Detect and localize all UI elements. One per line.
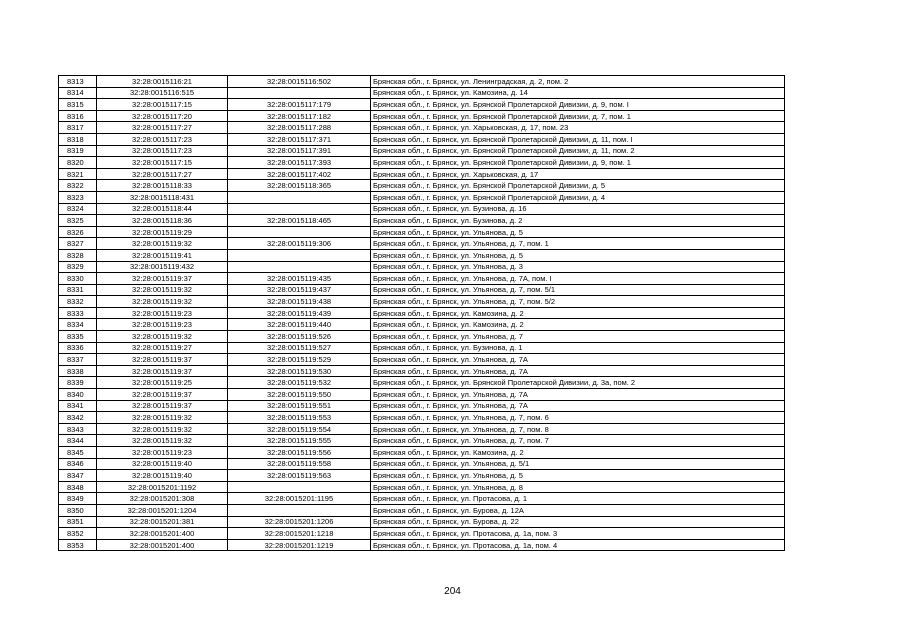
table-row: [59, 504, 785, 516]
row-number-cell: 8347: [59, 470, 97, 482]
row-number-cell: 8321: [59, 168, 97, 180]
address-cell: Брянская обл., г. Брянск, ул. Брянской Пролетарской Дивизии, д. 5: [371, 180, 785, 192]
registry-table-body: [59, 76, 785, 551]
table-row: [59, 99, 785, 111]
row-number-cell: 8348: [59, 481, 97, 493]
object-number-cell: [228, 249, 371, 261]
table-row: [59, 226, 785, 238]
cadastral-number-cell: 32:28:0015119:27: [97, 342, 228, 354]
address-cell: Брянская обл., г. Брянск, ул. Ульянова, д. 3: [371, 261, 785, 273]
object-number-cell: 32:28:0015119:558: [228, 458, 371, 470]
registry-table: [58, 75, 785, 551]
table-row: [59, 87, 785, 99]
address-cell: Брянская обл., г. Брянск, ул. Ленинградская, д. 2, пом. 2: [371, 76, 785, 88]
table-row: [59, 157, 785, 169]
row-number-cell: 8331: [59, 284, 97, 296]
row-number-cell: 8319: [59, 145, 97, 157]
object-number-cell: [228, 191, 371, 203]
row-number-cell: 8328: [59, 249, 97, 261]
address-cell: Брянская обл., г. Брянск, ул. Брянской Пролетарской Дивизии, д. 3а, пом. 2: [371, 377, 785, 389]
object-number-cell: 32:28:0015119:550: [228, 389, 371, 401]
cadastral-number-cell: 32:28:0015119:32: [97, 435, 228, 447]
object-number-cell: 32:28:0015117:402: [228, 168, 371, 180]
object-number-cell: 32:28:0015201:1219: [228, 539, 371, 551]
row-number-cell: 8332: [59, 296, 97, 308]
address-cell: Брянская обл., г. Брянск, ул. Ульянова, д. 7А: [371, 400, 785, 412]
address-cell: Брянская обл., г. Брянск, ул. Протасова, д. 1: [371, 493, 785, 505]
address-cell: Брянская обл., г. Брянск, ул. Бузинова, д. 1: [371, 342, 785, 354]
table-row: [59, 215, 785, 227]
address-cell: Брянская обл., г. Брянск, ул. Ульянова, д. 5: [371, 470, 785, 482]
object-number-cell: [228, 87, 371, 99]
address-cell: Брянская обл., г. Брянск, ул. Камозина, д. 2: [371, 319, 785, 331]
object-number-cell: [228, 203, 371, 215]
cadastral-number-cell: 32:28:0015119:25: [97, 377, 228, 389]
row-number-cell: 8349: [59, 493, 97, 505]
address-cell: Брянская обл., г. Брянск, ул. Ульянова, д. 7, пом. 7: [371, 435, 785, 447]
object-number-cell: [228, 481, 371, 493]
cadastral-number-cell: 32:28:0015119:29: [97, 226, 228, 238]
cadastral-number-cell: 32:28:0015119:37: [97, 273, 228, 285]
object-number-cell: 32:28:0015118:465: [228, 215, 371, 227]
table-row: [59, 481, 785, 493]
table-row: [59, 122, 785, 134]
cadastral-number-cell: 32:28:0015119:40: [97, 470, 228, 482]
row-number-cell: 8326: [59, 226, 97, 238]
cadastral-number-cell: 32:28:0015117:15: [97, 157, 228, 169]
cadastral-number-cell: 32:28:0015117:27: [97, 168, 228, 180]
object-number-cell: 32:28:0015119:440: [228, 319, 371, 331]
address-cell: Брянская обл., г. Брянск, ул. Ульянова, д. 5/1: [371, 458, 785, 470]
row-number-cell: 8329: [59, 261, 97, 273]
table-row: [59, 423, 785, 435]
cadastral-number-cell: 32:28:0015117:23: [97, 133, 228, 145]
table-row: [59, 319, 785, 331]
table-row: [59, 180, 785, 192]
address-cell: Брянская обл., г. Брянск, ул. Брянской Пролетарской Дивизии, д. 9, пом. 1: [371, 157, 785, 169]
cadastral-number-cell: 32:28:0015117:20: [97, 110, 228, 122]
object-number-cell: 32:28:0015119:556: [228, 447, 371, 459]
address-cell: Брянская обл., г. Брянск, ул. Ульянова, д. 5: [371, 226, 785, 238]
row-number-cell: 8336: [59, 342, 97, 354]
address-cell: Брянская обл., г. Брянск, ул. Бузинова, д. 2: [371, 215, 785, 227]
table-row: [59, 412, 785, 424]
row-number-cell: 8316: [59, 110, 97, 122]
cadastral-number-cell: 32:28:0015119:37: [97, 389, 228, 401]
table-row: [59, 76, 785, 88]
address-cell: Брянская обл., г. Брянск, ул. Камозина, д. 2: [371, 447, 785, 459]
page-number: 204: [444, 586, 461, 597]
row-number-cell: 8330: [59, 273, 97, 285]
table-row: [59, 447, 785, 459]
cadastral-number-cell: 32:28:0015119:32: [97, 238, 228, 250]
cadastral-number-cell: 32:28:0015119:37: [97, 400, 228, 412]
address-cell: Брянская обл., г. Брянск, ул. Ульянова, д. 7, пом. 5/1: [371, 284, 785, 296]
object-number-cell: 32:28:0015119:435: [228, 273, 371, 285]
table-row: [59, 331, 785, 343]
row-number-cell: 8327: [59, 238, 97, 250]
table-row: [59, 307, 785, 319]
address-cell: Брянская обл., г. Брянск, ул. Брянской Пролетарской Дивизии, д. 9, пом. I: [371, 99, 785, 111]
cadastral-number-cell: 32:28:0015119:23: [97, 447, 228, 459]
table-row: [59, 273, 785, 285]
cadastral-number-cell: 32:28:0015119:32: [97, 423, 228, 435]
object-number-cell: 32:28:0015116:502: [228, 76, 371, 88]
row-number-cell: 8325: [59, 215, 97, 227]
cadastral-number-cell: 32:28:0015119:432: [97, 261, 228, 273]
cadastral-number-cell: 32:28:0015119:23: [97, 307, 228, 319]
table-row: [59, 168, 785, 180]
table-row: [59, 400, 785, 412]
row-number-cell: 8342: [59, 412, 97, 424]
cadastral-number-cell: 32:28:0015118:36: [97, 215, 228, 227]
row-number-cell: 8339: [59, 377, 97, 389]
row-number-cell: 8317: [59, 122, 97, 134]
object-number-cell: [228, 504, 371, 516]
table-row: [59, 342, 785, 354]
address-cell: Брянская обл., г. Брянск, ул. Ульянова, д. 7А: [371, 365, 785, 377]
table-row: [59, 458, 785, 470]
row-number-cell: 8324: [59, 203, 97, 215]
cadastral-number-cell: 32:28:0015201:308: [97, 493, 228, 505]
row-number-cell: 8333: [59, 307, 97, 319]
object-number-cell: 32:28:0015117:288: [228, 122, 371, 134]
address-cell: Брянская обл., г. Брянск, ул. Бурова, д. 12А: [371, 504, 785, 516]
cadastral-number-cell: 32:28:0015201:381: [97, 516, 228, 528]
address-cell: Брянская обл., г. Брянск, ул. Ульянова, д. 7А, пом. I: [371, 273, 785, 285]
row-number-cell: 8313: [59, 76, 97, 88]
table-row: [59, 191, 785, 203]
row-number-cell: 8318: [59, 133, 97, 145]
address-cell: Брянская обл., г. Брянск, ул. Харьковская, д. 17: [371, 168, 785, 180]
table-row: [59, 470, 785, 482]
address-cell: Брянская обл., г. Брянск, ул. Ульянова, д. 7, пом. 1: [371, 238, 785, 250]
address-cell: Брянская обл., г. Брянск, ул. Брянской Пролетарской Дивизии, д. 11, пом. 2: [371, 145, 785, 157]
object-number-cell: 32:28:0015119:439: [228, 307, 371, 319]
address-cell: Брянская обл., г. Брянск, ул. Протасова, д. 1а, пом. 3: [371, 528, 785, 540]
table-row: [59, 261, 785, 273]
row-number-cell: 8338: [59, 365, 97, 377]
address-cell: Брянская обл., г. Брянск, ул. Брянской Пролетарской Дивизии, д. 7, пом. 1: [371, 110, 785, 122]
object-number-cell: [228, 226, 371, 238]
object-number-cell: 32:28:0015119:526: [228, 331, 371, 343]
address-cell: Брянская обл., г. Брянск, ул. Ульянова, д. 7, пом. 8: [371, 423, 785, 435]
address-cell: Брянская обл., г. Брянск, ул. Протасова, д. 1а, пом. 4: [371, 539, 785, 551]
table-row: [59, 133, 785, 145]
object-number-cell: 32:28:0015117:182: [228, 110, 371, 122]
object-number-cell: 32:28:0015117:391: [228, 145, 371, 157]
cadastral-number-cell: 32:28:0015116:21: [97, 76, 228, 88]
cadastral-number-cell: 32:28:0015118:44: [97, 203, 228, 215]
cadastral-number-cell: 32:28:0015119:40: [97, 458, 228, 470]
table-row: [59, 377, 785, 389]
row-number-cell: 8337: [59, 354, 97, 366]
address-cell: Брянская обл., г. Брянск, ул. Ульянова, д. 7, пом. 6: [371, 412, 785, 424]
address-cell: Брянская обл., г. Брянск, ул. Ульянова, д. 5: [371, 249, 785, 261]
row-number-cell: 8320: [59, 157, 97, 169]
row-number-cell: 8351: [59, 516, 97, 528]
cadastral-number-cell: 32:28:0015201:1204: [97, 504, 228, 516]
address-cell: Брянская обл., г. Брянск, ул. Харьковская, д. 17, пом. 23: [371, 122, 785, 134]
cadastral-number-cell: 32:28:0015119:32: [97, 284, 228, 296]
cadastral-number-cell: 32:28:0015118:431: [97, 191, 228, 203]
row-number-cell: 8346: [59, 458, 97, 470]
address-cell: Брянская обл., г. Брянск, ул. Брянской Пролетарской Дивизии, д. 11, пом. I: [371, 133, 785, 145]
cadastral-number-cell: 32:28:0015201:400: [97, 528, 228, 540]
object-number-cell: [228, 261, 371, 273]
cadastral-number-cell: 32:28:0015119:32: [97, 296, 228, 308]
cadastral-number-cell: 32:28:0015119:32: [97, 331, 228, 343]
cadastral-number-cell: 32:28:0015119:23: [97, 319, 228, 331]
cadastral-number-cell: 32:28:0015201:400: [97, 539, 228, 551]
row-number-cell: 8335: [59, 331, 97, 343]
object-number-cell: 32:28:0015119:530: [228, 365, 371, 377]
table-row: [59, 249, 785, 261]
table-row: [59, 389, 785, 401]
address-cell: Брянская обл., г. Брянск, ул. Ульянова, д. 7, пом. 5/2: [371, 296, 785, 308]
cadastral-number-cell: 32:28:0015119:37: [97, 354, 228, 366]
row-number-cell: 8334: [59, 319, 97, 331]
row-number-cell: 8322: [59, 180, 97, 192]
cadastral-number-cell: 32:28:0015119:41: [97, 249, 228, 261]
object-number-cell: 32:28:0015117:393: [228, 157, 371, 169]
object-number-cell: 32:28:0015119:529: [228, 354, 371, 366]
object-number-cell: 32:28:0015201:1206: [228, 516, 371, 528]
table-row: [59, 435, 785, 447]
table-row: [59, 284, 785, 296]
table-row: [59, 493, 785, 505]
address-cell: Брянская обл., г. Брянск, ул. Камозина, д. 14: [371, 87, 785, 99]
table-row: [59, 296, 785, 308]
table-row: [59, 354, 785, 366]
address-cell: Брянская обл., г. Брянск, ул. Камозина, д. 2: [371, 307, 785, 319]
cadastral-number-cell: 32:28:0015116:515: [97, 87, 228, 99]
object-number-cell: 32:28:0015117:371: [228, 133, 371, 145]
object-number-cell: 32:28:0015119:563: [228, 470, 371, 482]
cadastral-number-cell: 32:28:0015117:27: [97, 122, 228, 134]
address-cell: Брянская обл., г. Брянск, ул. Бузинова, д. 16: [371, 203, 785, 215]
cadastral-number-cell: 32:28:0015119:32: [97, 412, 228, 424]
object-number-cell: 32:28:0015201:1218: [228, 528, 371, 540]
address-cell: Брянская обл., г. Брянск, ул. Ульянова, д. 8: [371, 481, 785, 493]
object-number-cell: 32:28:0015119:551: [228, 400, 371, 412]
object-number-cell: 32:28:0015118:365: [228, 180, 371, 192]
cadastral-number-cell: 32:28:0015201:1192: [97, 481, 228, 493]
cadastral-number-cell: 32:28:0015117:15: [97, 99, 228, 111]
table-row: [59, 516, 785, 528]
object-number-cell: 32:28:0015119:306: [228, 238, 371, 250]
cadastral-number-cell: 32:28:0015118:33: [97, 180, 228, 192]
row-number-cell: 8323: [59, 191, 97, 203]
table-row: [59, 238, 785, 250]
object-number-cell: 32:28:0015119:532: [228, 377, 371, 389]
table-row: [59, 539, 785, 551]
object-number-cell: 32:28:0015119:527: [228, 342, 371, 354]
table-row: [59, 145, 785, 157]
object-number-cell: 32:28:0015119:553: [228, 412, 371, 424]
cadastral-number-cell: 32:28:0015119:37: [97, 365, 228, 377]
row-number-cell: 8352: [59, 528, 97, 540]
address-cell: Брянская обл., г. Брянск, ул. Бурова, д. 22: [371, 516, 785, 528]
table-row: [59, 203, 785, 215]
row-number-cell: 8344: [59, 435, 97, 447]
cadastral-number-cell: 32:28:0015117:23: [97, 145, 228, 157]
address-cell: Брянская обл., г. Брянск, ул. Брянской Пролетарской Дивизии, д. 4: [371, 191, 785, 203]
address-cell: Брянская обл., г. Брянск, ул. Ульянова, д. 7: [371, 331, 785, 343]
object-number-cell: 32:28:0015117:179: [228, 99, 371, 111]
row-number-cell: 8353: [59, 539, 97, 551]
row-number-cell: 8343: [59, 423, 97, 435]
row-number-cell: 8341: [59, 400, 97, 412]
object-number-cell: 32:28:0015119:554: [228, 423, 371, 435]
row-number-cell: 8340: [59, 389, 97, 401]
object-number-cell: 32:28:0015119:438: [228, 296, 371, 308]
row-number-cell: 8350: [59, 504, 97, 516]
table-row: [59, 110, 785, 122]
object-number-cell: 32:28:0015119:555: [228, 435, 371, 447]
object-number-cell: 32:28:0015201:1195: [228, 493, 371, 505]
table-row: [59, 528, 785, 540]
object-number-cell: 32:28:0015119:437: [228, 284, 371, 296]
address-cell: Брянская обл., г. Брянск, ул. Ульянова, д. 7А: [371, 389, 785, 401]
address-cell: Брянская обл., г. Брянск, ул. Ульянова, д. 7А: [371, 354, 785, 366]
row-number-cell: 8315: [59, 99, 97, 111]
row-number-cell: 8314: [59, 87, 97, 99]
table-row: [59, 365, 785, 377]
row-number-cell: 8345: [59, 447, 97, 459]
